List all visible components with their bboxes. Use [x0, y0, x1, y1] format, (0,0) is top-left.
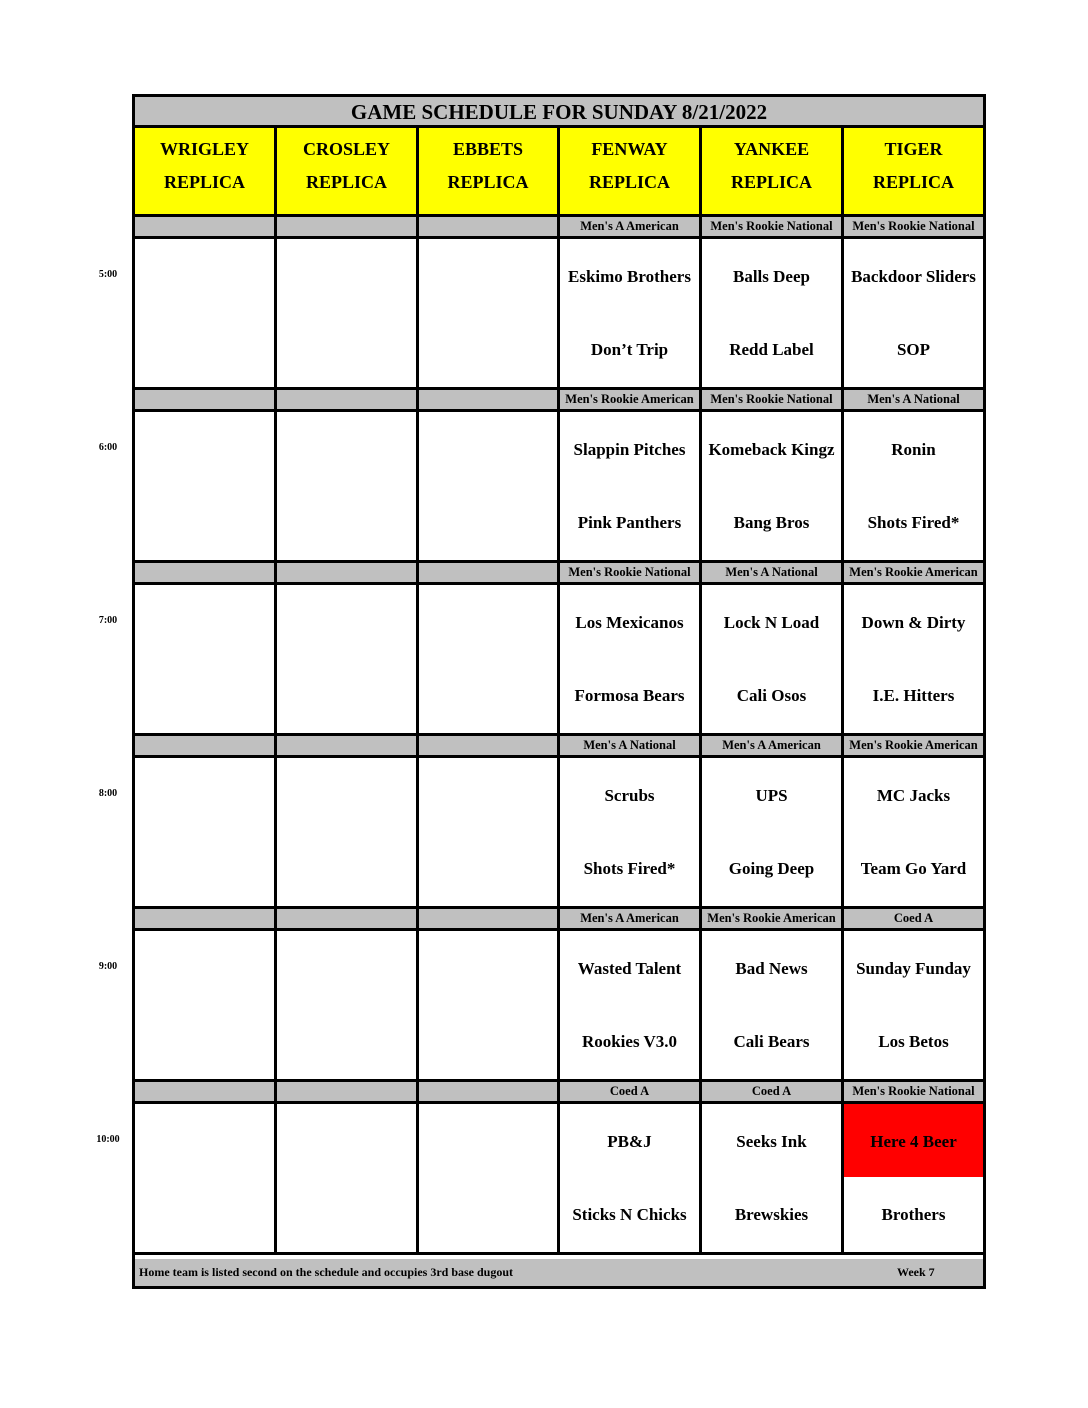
- game-cell: [560, 412, 702, 560]
- home-team: Cali Bears: [733, 1032, 810, 1051]
- division-row: [135, 736, 983, 758]
- away-team: Ronin: [891, 440, 936, 459]
- footer-bar: [135, 1259, 983, 1286]
- game-row: [135, 931, 983, 1082]
- game-cell: [844, 758, 983, 906]
- time-label: 6:00: [98, 442, 118, 453]
- game-cell: [419, 239, 560, 387]
- field-name: WRIGLEY: [159, 139, 249, 159]
- away-team: [277, 1104, 416, 1177]
- game-cell: [135, 585, 277, 733]
- away-team: [135, 585, 274, 658]
- field-subtitle: REPLICA: [588, 172, 670, 192]
- time-label: 8:00: [98, 788, 118, 799]
- away-team: [419, 585, 557, 658]
- field-subtitle: REPLICA: [872, 172, 954, 192]
- field-name: FENWAY: [591, 139, 668, 159]
- game-cell: [277, 758, 419, 906]
- division-label: Men's Rookie American: [702, 909, 844, 928]
- division-label: [135, 563, 277, 582]
- division-label: Men's A National: [560, 736, 702, 755]
- game-row: [135, 585, 983, 736]
- division-label: Coed A: [560, 1082, 702, 1101]
- game-cell: [560, 931, 702, 1079]
- schedule-sheet: [132, 94, 986, 1289]
- home-team: [419, 658, 557, 733]
- away-team: Seeks Ink: [736, 1132, 807, 1151]
- away-team: [419, 412, 557, 485]
- game-cell: [560, 758, 702, 906]
- division-label: Men's A National: [702, 563, 844, 582]
- division-label: [135, 736, 277, 755]
- game-cell: [844, 1104, 983, 1252]
- home-team: [419, 1177, 557, 1252]
- game-cell: [419, 931, 560, 1079]
- game-cell: [419, 758, 560, 906]
- home-team: Team Go Yard: [860, 859, 967, 878]
- division-row: [135, 563, 983, 585]
- home-team: Going Deep: [728, 859, 815, 878]
- home-team: [135, 1177, 274, 1252]
- division-label: [277, 1082, 419, 1101]
- away-team: Wasted Talent: [577, 959, 682, 978]
- game-cell: [135, 412, 277, 560]
- home-team: Don’t Trip: [590, 340, 669, 359]
- game-cell: [844, 585, 983, 733]
- division-label: Men's Rookie National: [702, 217, 844, 236]
- away-team: [419, 239, 557, 312]
- division-label: [419, 736, 560, 755]
- footer-note: Home team is listed second on the schedule and occupies 3rd base dugout: [139, 1265, 514, 1279]
- home-team: [135, 312, 274, 387]
- field-subtitle: REPLICA: [163, 172, 245, 192]
- home-team: Redd Label: [729, 340, 814, 359]
- page-title: GAME SCHEDULE FOR SUNDAY 8/21/2022: [135, 97, 983, 128]
- home-team: [277, 312, 416, 387]
- away-team: [135, 758, 274, 831]
- home-team: Shots Fired*: [583, 859, 676, 878]
- field-subtitle: REPLICA: [305, 172, 387, 192]
- division-label: [277, 736, 419, 755]
- game-cell: [135, 758, 277, 906]
- division-label: [277, 390, 419, 409]
- away-team: Komeback Kingz: [708, 440, 835, 459]
- division-label: Men's Rookie National: [844, 1082, 983, 1101]
- away-team: MC Jacks: [876, 786, 951, 805]
- division-label: [135, 1082, 277, 1101]
- away-team: Los Mexicanos: [575, 613, 684, 632]
- division-row: [135, 1082, 983, 1104]
- home-team: Brewskies: [734, 1205, 809, 1224]
- home-team: [135, 658, 274, 733]
- away-team: Balls Deep: [733, 267, 810, 286]
- away-team: [419, 1104, 557, 1177]
- home-team: Brothers: [881, 1205, 946, 1224]
- home-team: Shots Fired*: [867, 513, 960, 532]
- game-cell: [277, 239, 419, 387]
- home-team: [419, 485, 557, 560]
- away-team: [277, 412, 416, 485]
- division-row: [135, 217, 983, 239]
- field-name: EBBETS: [452, 139, 524, 159]
- game-cell: [560, 585, 702, 733]
- game-cell: [277, 1104, 419, 1252]
- game-cell: [702, 239, 844, 387]
- division-row: [135, 390, 983, 412]
- division-label: Men's Rookie American: [844, 736, 983, 755]
- field-name: YANKEE: [733, 139, 810, 159]
- field-subtitle: REPLICA: [447, 172, 529, 192]
- division-label: Coed A: [702, 1082, 844, 1101]
- home-team: [135, 1004, 274, 1079]
- away-team: [277, 758, 416, 831]
- away-team: [419, 758, 557, 831]
- game-cell: [419, 585, 560, 733]
- game-cell: [844, 931, 983, 1079]
- week-label: Week 7: [897, 1265, 935, 1279]
- time-label: 10:00: [96, 1134, 120, 1145]
- away-team: Here 4 Beer: [844, 1104, 983, 1177]
- field-name: CROSLEY: [302, 139, 391, 159]
- game-cell: [277, 412, 419, 560]
- game-row: [135, 1104, 983, 1255]
- game-cell: [702, 1104, 844, 1252]
- division-row: [135, 909, 983, 931]
- away-team: [277, 931, 416, 1004]
- game-cell: [560, 239, 702, 387]
- away-team: Slappin Pitches: [573, 440, 686, 459]
- division-label: [419, 1082, 560, 1101]
- home-team: [135, 485, 274, 560]
- away-team: Sunday Funday: [856, 959, 971, 978]
- home-team: [419, 1004, 557, 1079]
- division-label: Men's Rookie National: [702, 390, 844, 409]
- away-team: [277, 239, 416, 312]
- division-label: [277, 563, 419, 582]
- home-team: [419, 312, 557, 387]
- home-team: [277, 831, 416, 906]
- home-team: Bang Bros: [733, 513, 810, 532]
- home-team: I.E. Hitters: [872, 686, 955, 705]
- game-cell: [419, 412, 560, 560]
- away-team: [135, 931, 274, 1004]
- field-header-tiger: [844, 128, 983, 214]
- away-team: Down & Dirty: [861, 613, 966, 632]
- division-label: Men's A American: [560, 909, 702, 928]
- game-row: [135, 758, 983, 909]
- division-label: [419, 563, 560, 582]
- division-label: Men's Rookie National: [844, 217, 983, 236]
- home-team: [277, 485, 416, 560]
- home-team: [277, 1004, 416, 1079]
- game-cell: [702, 585, 844, 733]
- game-row: [135, 239, 983, 390]
- division-label: [419, 390, 560, 409]
- away-team: Backdoor Sliders: [851, 267, 976, 286]
- time-label: 5:00: [98, 269, 118, 280]
- game-cell: [419, 1104, 560, 1252]
- away-team: Bad News: [735, 959, 808, 978]
- division-label: [419, 909, 560, 928]
- division-label: Men's A American: [560, 217, 702, 236]
- away-team: UPS: [755, 786, 788, 805]
- game-cell: [702, 412, 844, 560]
- division-label: Men's Rookie American: [560, 390, 702, 409]
- away-team: PB&J: [607, 1132, 652, 1151]
- division-label: [135, 909, 277, 928]
- division-label: [277, 217, 419, 236]
- home-team: [419, 831, 557, 906]
- division-label: [277, 909, 419, 928]
- home-team: Rookies V3.0: [581, 1032, 678, 1051]
- game-cell: [135, 931, 277, 1079]
- home-team: [135, 831, 274, 906]
- away-team: [419, 931, 557, 1004]
- field-header-ebbets: [419, 128, 560, 214]
- time-label: 7:00: [98, 615, 118, 626]
- time-label: 9:00: [98, 961, 118, 972]
- game-cell: [844, 412, 983, 560]
- home-team: [277, 658, 416, 733]
- division-label: Men's Rookie American: [844, 563, 983, 582]
- game-cell: [135, 239, 277, 387]
- game-cell: [844, 239, 983, 387]
- game-cell: [702, 758, 844, 906]
- division-label: [135, 217, 277, 236]
- home-team: Pink Panthers: [577, 513, 682, 532]
- game-cell: [560, 1104, 702, 1252]
- game-cell: [135, 1104, 277, 1252]
- away-team: [135, 239, 274, 312]
- game-cell: [277, 585, 419, 733]
- division-label: Men's A American: [702, 736, 844, 755]
- away-team: Scrubs: [604, 786, 655, 805]
- home-team: Los Betos: [878, 1032, 949, 1051]
- game-cell: [277, 931, 419, 1079]
- field-header-crosley: [277, 128, 419, 214]
- division-label: Coed A: [844, 909, 983, 928]
- game-row: [135, 412, 983, 563]
- home-team: [277, 1177, 416, 1252]
- away-team: Lock N Load: [723, 613, 820, 632]
- game-cell: [702, 931, 844, 1079]
- field-header-wrigley: [135, 128, 277, 214]
- division-label: Men's A National: [844, 390, 983, 409]
- home-team: Sticks N Chicks: [572, 1205, 687, 1224]
- home-team: SOP: [896, 340, 931, 359]
- away-team: [135, 1104, 274, 1177]
- field-name: TIGER: [884, 139, 943, 159]
- division-label: [419, 217, 560, 236]
- away-team: [135, 412, 274, 485]
- away-team: Eskimo Brothers: [568, 267, 691, 286]
- field-header-fenway: [560, 128, 702, 214]
- field-header-row: [135, 128, 983, 217]
- field-subtitle: REPLICA: [730, 172, 812, 192]
- home-team: Formosa Bears: [574, 686, 685, 705]
- division-label: [135, 390, 277, 409]
- division-label: Men's Rookie National: [560, 563, 702, 582]
- home-team: Cali Osos: [736, 686, 807, 705]
- field-header-yankee: [702, 128, 844, 214]
- away-team: [277, 585, 416, 658]
